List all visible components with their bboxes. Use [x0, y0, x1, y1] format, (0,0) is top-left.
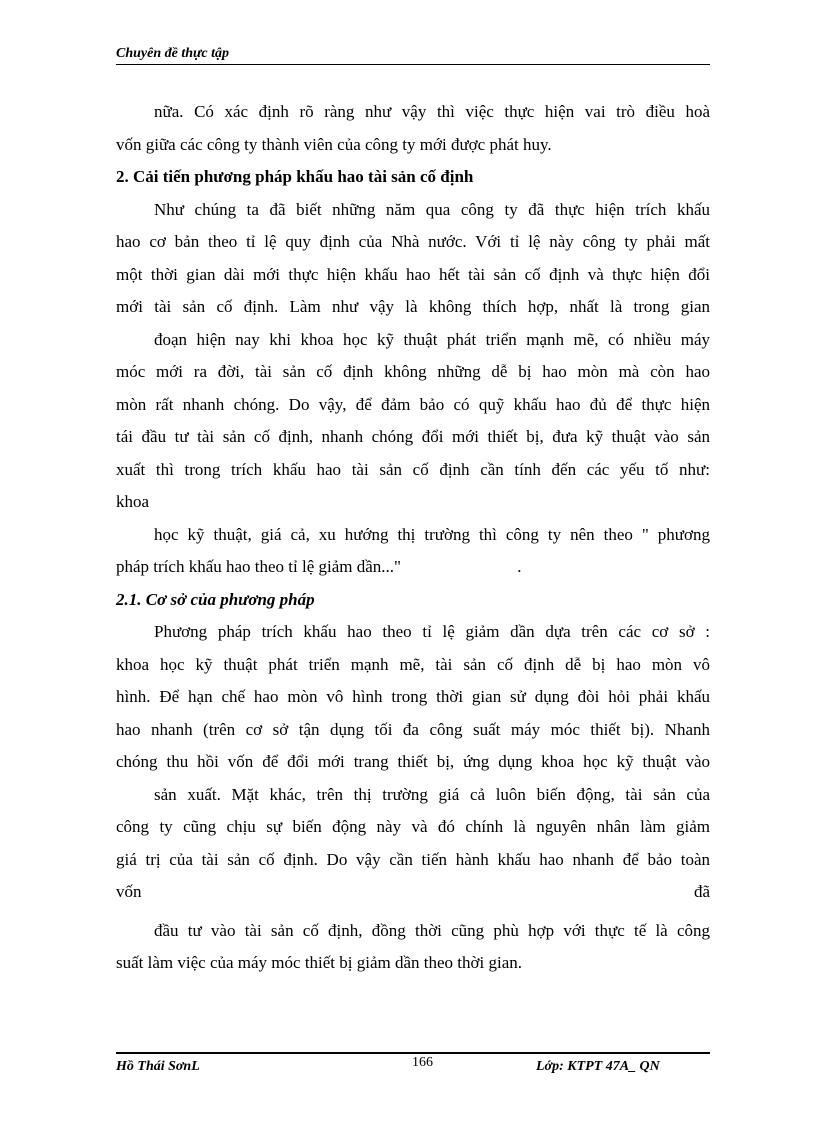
text-fragment: đã: [693, 882, 710, 901]
text-line: đoạn hiện nay khi khoa học kỹ thuật phát triển mạnh mẽ, có nhiều máy: [154, 329, 710, 349]
page-header: [116, 46, 710, 65]
text-line: giá trị của tài sản cố định. Do vậy cần tiến hành khấu hao nhanh để bảo toàn: [116, 849, 710, 869]
text-line: mới tài sản cố định. Làm như vậy là không thích hợp, nhất là trong gian: [116, 297, 710, 316]
text-line: Như chúng ta đã biết những năm qua công ty đã thực hiện trích khấu: [154, 199, 710, 219]
text-line: xuất thì trong trích khấu hao tài sản cố định cần tính đến các yếu tố như:: [116, 459, 710, 479]
text-line: hao nhanh (trên cơ sở tận dụng tối đa công suất máy móc thiết bị). Nhanh: [116, 719, 710, 739]
text-fragment: vốn: [116, 882, 142, 901]
text-line: hình. Để hạn chế hao mòn vô hình trong thời gian sử dụng đòi hỏi phải khấu: [116, 687, 710, 706]
footer-author: Hồ Thái SơnL: [116, 1059, 200, 1074]
text-fragment: pháp trích khấu hao theo tỉ lệ giảm dần...": [116, 557, 401, 576]
text-line: tái đầu tư tài sản cố định, nhanh chóng đổi mới thiết bị, đưa kỹ thuật vào sản: [116, 427, 710, 446]
text-line: chóng thu hồi vốn để đổi mới trang thiết bị, ứng dụng khoa học kỹ thuật vào: [116, 752, 710, 771]
text-line: công ty cũng chịu sự biến động này và đó chính là nguyên nhân làm giảm: [116, 817, 710, 836]
footer-class: Lớp: KTPT 47A_ QN: [536, 1059, 660, 1074]
text-line: học kỹ thuật, giá cả, xu hướng thị trường thì công ty nên theo " phương: [154, 524, 710, 544]
document-body: [116, 96, 710, 980]
page-number: 166: [412, 1055, 433, 1070]
text-line: móc mới ra đời, tài sản cố định không những dễ bị hao mòn mà còn hao: [116, 362, 710, 381]
text-line: hao cơ bản theo tỉ lệ quy định của Nhà nước. Với tỉ lệ này công ty phải mất: [116, 232, 710, 251]
text-line: một thời gian dài mới thực hiện khấu hao hết tài sản cố định và thực hiện đổi: [116, 264, 710, 284]
text-line: khoa học kỹ thuật phát triển mạnh mẽ, tài sản cố định dễ bị hao mòn vô: [116, 654, 710, 674]
text-line: đầu tư vào tài sản cố định, đồng thời cũng phù hợp với thực tế là công: [154, 920, 710, 940]
text-line: mòn rất nhanh chóng. Do vậy, để đảm bảo có quỹ khấu hao đủ để thực hiện: [116, 394, 710, 414]
text-line: sản xuất. Mặt khác, trên thị trường giá cả luôn biến động, tài sản của: [154, 784, 710, 804]
text-line: [116, 876, 710, 909]
section-heading-2: 2. Cải tiến phương pháp khấu hao tài sản cố định: [116, 167, 474, 186]
text-line: [116, 551, 710, 584]
page-footer: [116, 1052, 710, 1080]
text-line: vốn giữa các công ty thành viên của công ty mới được phát huy.: [116, 134, 552, 154]
text-line: nữa. Có xác định rõ ràng như vậy thì việc thực hiện vai trò điều hoà: [154, 102, 710, 121]
text-line: Phương pháp trích khấu hao theo tỉ lệ giảm dần dựa trên các cơ sở :: [154, 622, 710, 641]
text-line: khoa: [116, 492, 150, 511]
text-line: suất làm việc của máy móc thiết bị giảm dần theo thời gian.: [116, 953, 523, 972]
trailing-period: .: [517, 557, 522, 576]
section-heading-2-1: 2.1. Cơ sở của phương pháp: [116, 589, 315, 609]
header-title: Chuyên đề thực tập: [116, 46, 230, 61]
